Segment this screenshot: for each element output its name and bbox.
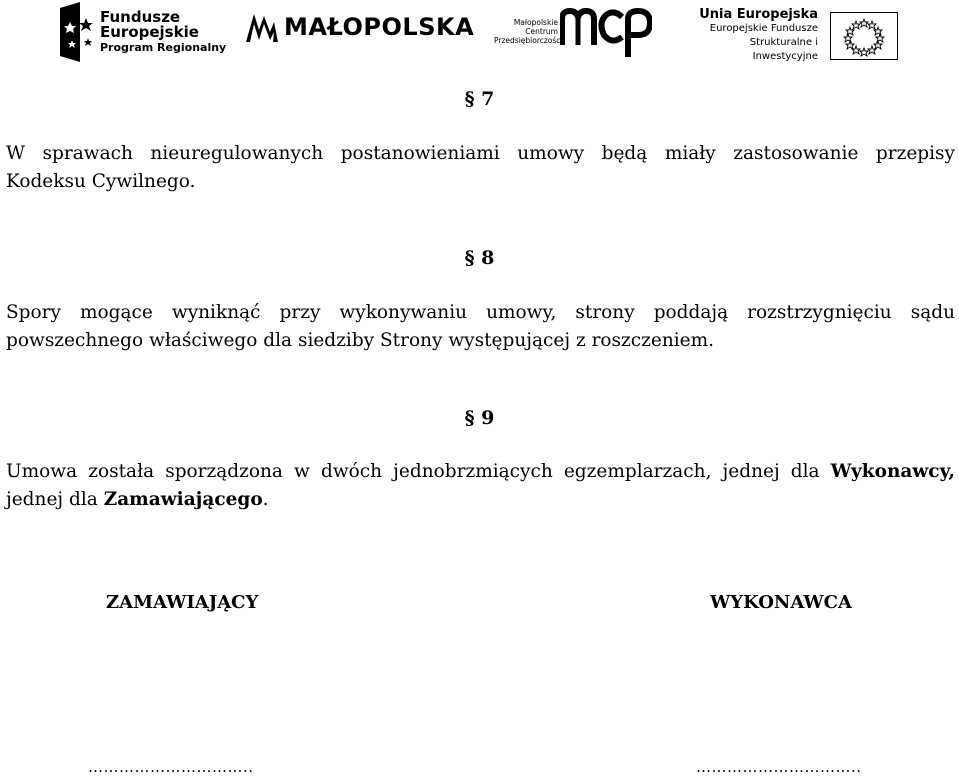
signature-line-right: ………………………….. xyxy=(696,758,862,776)
section-7-text xyxy=(6,140,955,196)
signature-label-zamawiajacy: ZAMAWIAJĄCY xyxy=(106,592,259,613)
section-7-line1: W sprawach nieuregulowanych postanowieniami umowy będą miały zastosowanie przepisy xyxy=(6,143,955,164)
fe-line3: Program Regionalny xyxy=(100,40,227,54)
fe-line2: Europejskie xyxy=(100,22,199,41)
section-7-line2: Kodeksu Cywilnego. xyxy=(6,171,196,192)
ue-line3: Strukturalne i Inwestycyjne xyxy=(749,37,818,62)
malopolska-mountains-icon xyxy=(246,12,278,42)
section-8-line2: powszechnego właściwego dla siedziby Strony występującej z roszczeniem. xyxy=(6,330,715,351)
fe-stars-icon xyxy=(60,2,94,62)
mcp-logo xyxy=(494,5,652,57)
section-8-line1: Spory mogące wyniknąć przy wykonywaniu umowy, strony poddają rozstrzygnięciu sądu xyxy=(6,302,955,323)
section-9-line1 xyxy=(6,458,955,486)
mcp-line3: Przedsiębiorczości xyxy=(494,35,563,45)
section-7-heading: § 7 xyxy=(464,88,495,110)
section-9-zamawiajacego: Zamawiającego xyxy=(103,489,263,510)
section-9-period: . xyxy=(262,489,269,510)
malopolska-logo xyxy=(246,12,474,42)
unia-europejska-logo xyxy=(686,8,898,64)
section-9-text xyxy=(6,458,955,514)
ue-line1: Unia Europejska xyxy=(699,7,818,22)
signature-label-wykonawca: WYKONAWCA xyxy=(710,592,852,613)
fe-line1: Fundusze xyxy=(100,7,181,26)
mcp-line1: Małopolskie xyxy=(513,17,558,27)
eu-flag-icon xyxy=(830,12,898,60)
section-9-line1-text: Umowa została sporządzona w dwóch jednobrzmiących egzemplarzach, jednej dla xyxy=(6,461,831,482)
fundusze-europejskie-logo xyxy=(60,2,226,62)
section-9-heading: § 9 xyxy=(464,407,495,429)
header-logos xyxy=(0,0,959,70)
signature-line-left: ………………………….. xyxy=(88,758,254,776)
section-9-line2 xyxy=(6,486,955,514)
mcp-monogram-icon xyxy=(560,5,652,57)
malopolska-text: MAŁOPOLSKA xyxy=(284,13,475,41)
section-9-line2-text: jednej dla xyxy=(6,489,104,510)
section-8-heading: § 8 xyxy=(464,247,495,269)
ue-line2: Europejskie Fundusze xyxy=(709,23,818,34)
mcp-line2: Centrum xyxy=(525,26,558,36)
section-9-wykonawcy: Wykonawcy, xyxy=(830,461,955,482)
section-8-text xyxy=(6,299,955,355)
